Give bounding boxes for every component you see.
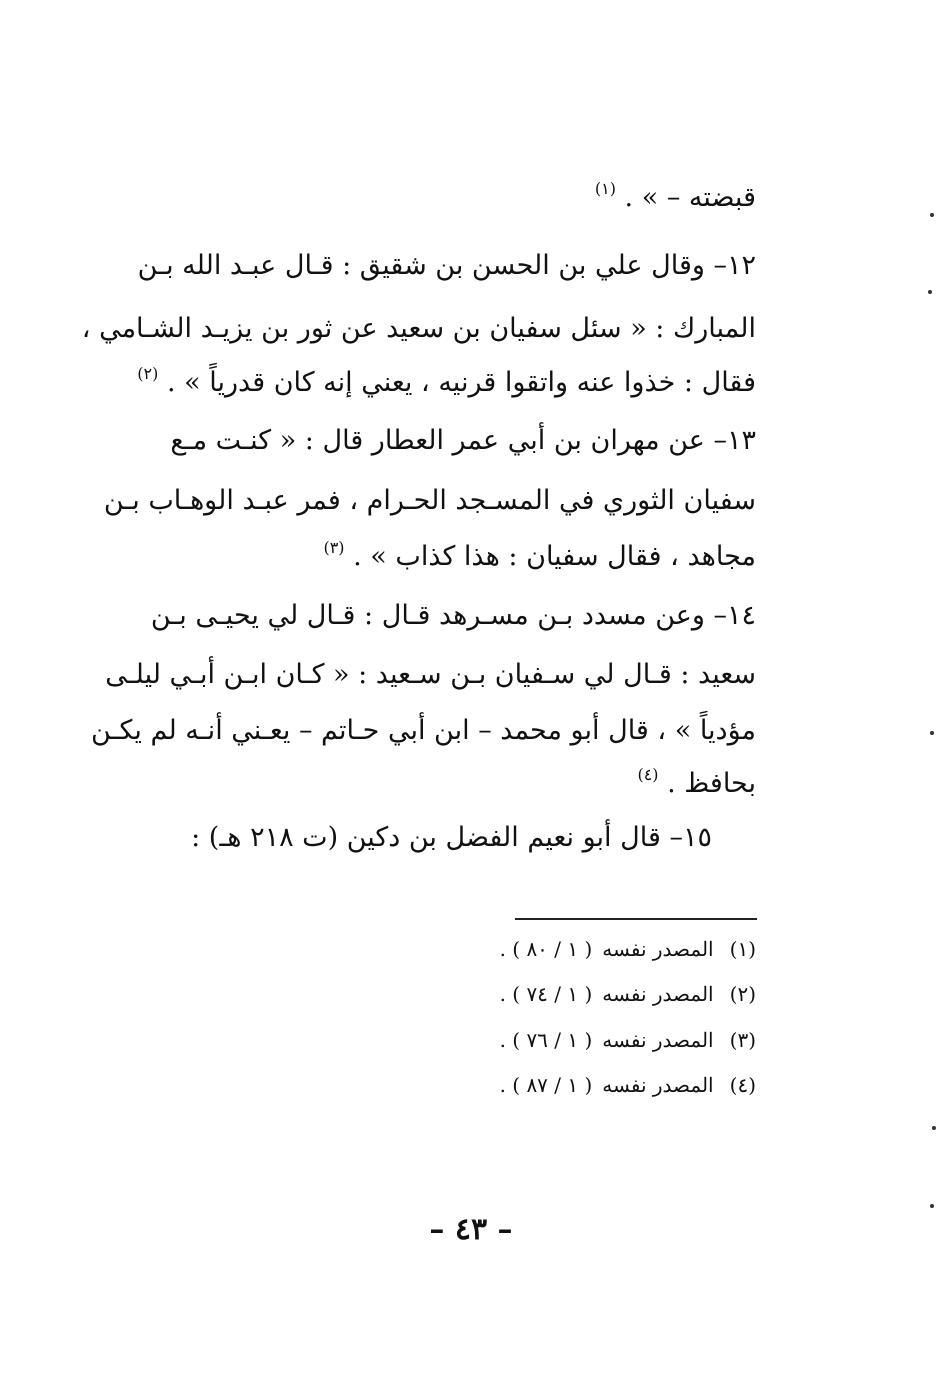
- footnote-source: المصدر نفسه: [602, 1073, 714, 1097]
- footnote-1: [456, 935, 756, 963]
- footnote-marker: (٣): [323, 538, 345, 557]
- footnote-reference: ( ١ / ٨٠ ) .: [499, 937, 593, 961]
- footnote-2: [456, 980, 756, 1008]
- scan-speck: [930, 731, 934, 735]
- footnote-number: (٢): [729, 982, 756, 1006]
- line-text: فقال : خذوا عنه واتقوا قرنيه ، يعني إنه كان قدرياً » .: [166, 367, 756, 398]
- body-line-9: [105, 655, 756, 695]
- body-line-7: [184, 537, 756, 580]
- line-text: قبضته – » .: [624, 182, 756, 213]
- line-text: سعيد : قـال لي سـفيان بـن سـعيد : « كـان ابـن أبـي ليلـى: [105, 659, 756, 690]
- scan-speck: [932, 1126, 936, 1130]
- footnote-source: المصدر نفسه: [602, 982, 714, 1006]
- line-text: مجاهد ، فقال سفيان : هذا كذاب » .: [353, 541, 756, 572]
- footnote-source: المصدر نفسه: [602, 1028, 714, 1052]
- body-line-5: [170, 421, 756, 461]
- line-text: سفيان الثوري في المسـجد الحـرام ، فمر عبـد الوهـاب بـن: [103, 485, 756, 516]
- footnote-divider: [515, 918, 757, 920]
- footnote-reference: ( ١ / ٨٧ ) .: [499, 1073, 593, 1097]
- footnote-reference: ( ١ / ٧٦ ) .: [499, 1028, 593, 1052]
- footnote-reference: ( ١ / ٧٤ ) .: [499, 982, 593, 1006]
- footnote-number: (٤): [729, 1073, 756, 1097]
- footnote-marker: (٢): [137, 364, 159, 383]
- line-text: ١٤– وعن مسدد بـن مسـرهد قـال : قـال لي يحيـى بـن: [150, 600, 756, 631]
- line-text: ١٣– عن مهران بن أبي عمر العطار قال : « كنـت مـع: [170, 425, 756, 456]
- body-line-10: [91, 711, 756, 751]
- body-line-11: [184, 764, 756, 807]
- body-line-3: [81, 309, 756, 349]
- body-line-2: [137, 246, 756, 286]
- scan-speck: [930, 213, 934, 217]
- body-line-4: [137, 363, 756, 406]
- body-line-8: [150, 596, 756, 636]
- body-line-12: [184, 818, 712, 858]
- body-line-1: [184, 178, 756, 221]
- scan-speck: [928, 290, 932, 294]
- line-text: ١٥– قال أبو نعيم الفضل بن دكين (ت ٢١٨ هـ) :: [191, 822, 712, 853]
- footnote-marker: (٤): [637, 765, 659, 784]
- footnote-source: المصدر نفسه: [602, 937, 714, 961]
- footnote-3: [456, 1026, 756, 1054]
- line-text: ١٢– وقال علي بن الحسن بن شقيق : قـال عبـد الله بـن: [137, 250, 756, 281]
- footnote-marker: (١): [594, 179, 616, 198]
- scan-speck: [930, 1204, 934, 1208]
- line-text: بحافظ .: [667, 768, 756, 799]
- footnote-number: (١): [729, 937, 756, 961]
- line-text: المبارك : « سئل سفيان بن سعيد عن ثور بن يزيـد الشـامي ،: [81, 313, 756, 344]
- body-line-6: [103, 481, 756, 521]
- footnote-4: [456, 1071, 756, 1099]
- page-number: – ٤٣ –: [429, 1212, 513, 1247]
- footnote-number: (٣): [729, 1028, 756, 1052]
- line-text: مؤدياً » ، قال أبو محمد – ابن أبي حـاتم – يعـني أنـه لم يكـن: [91, 715, 756, 746]
